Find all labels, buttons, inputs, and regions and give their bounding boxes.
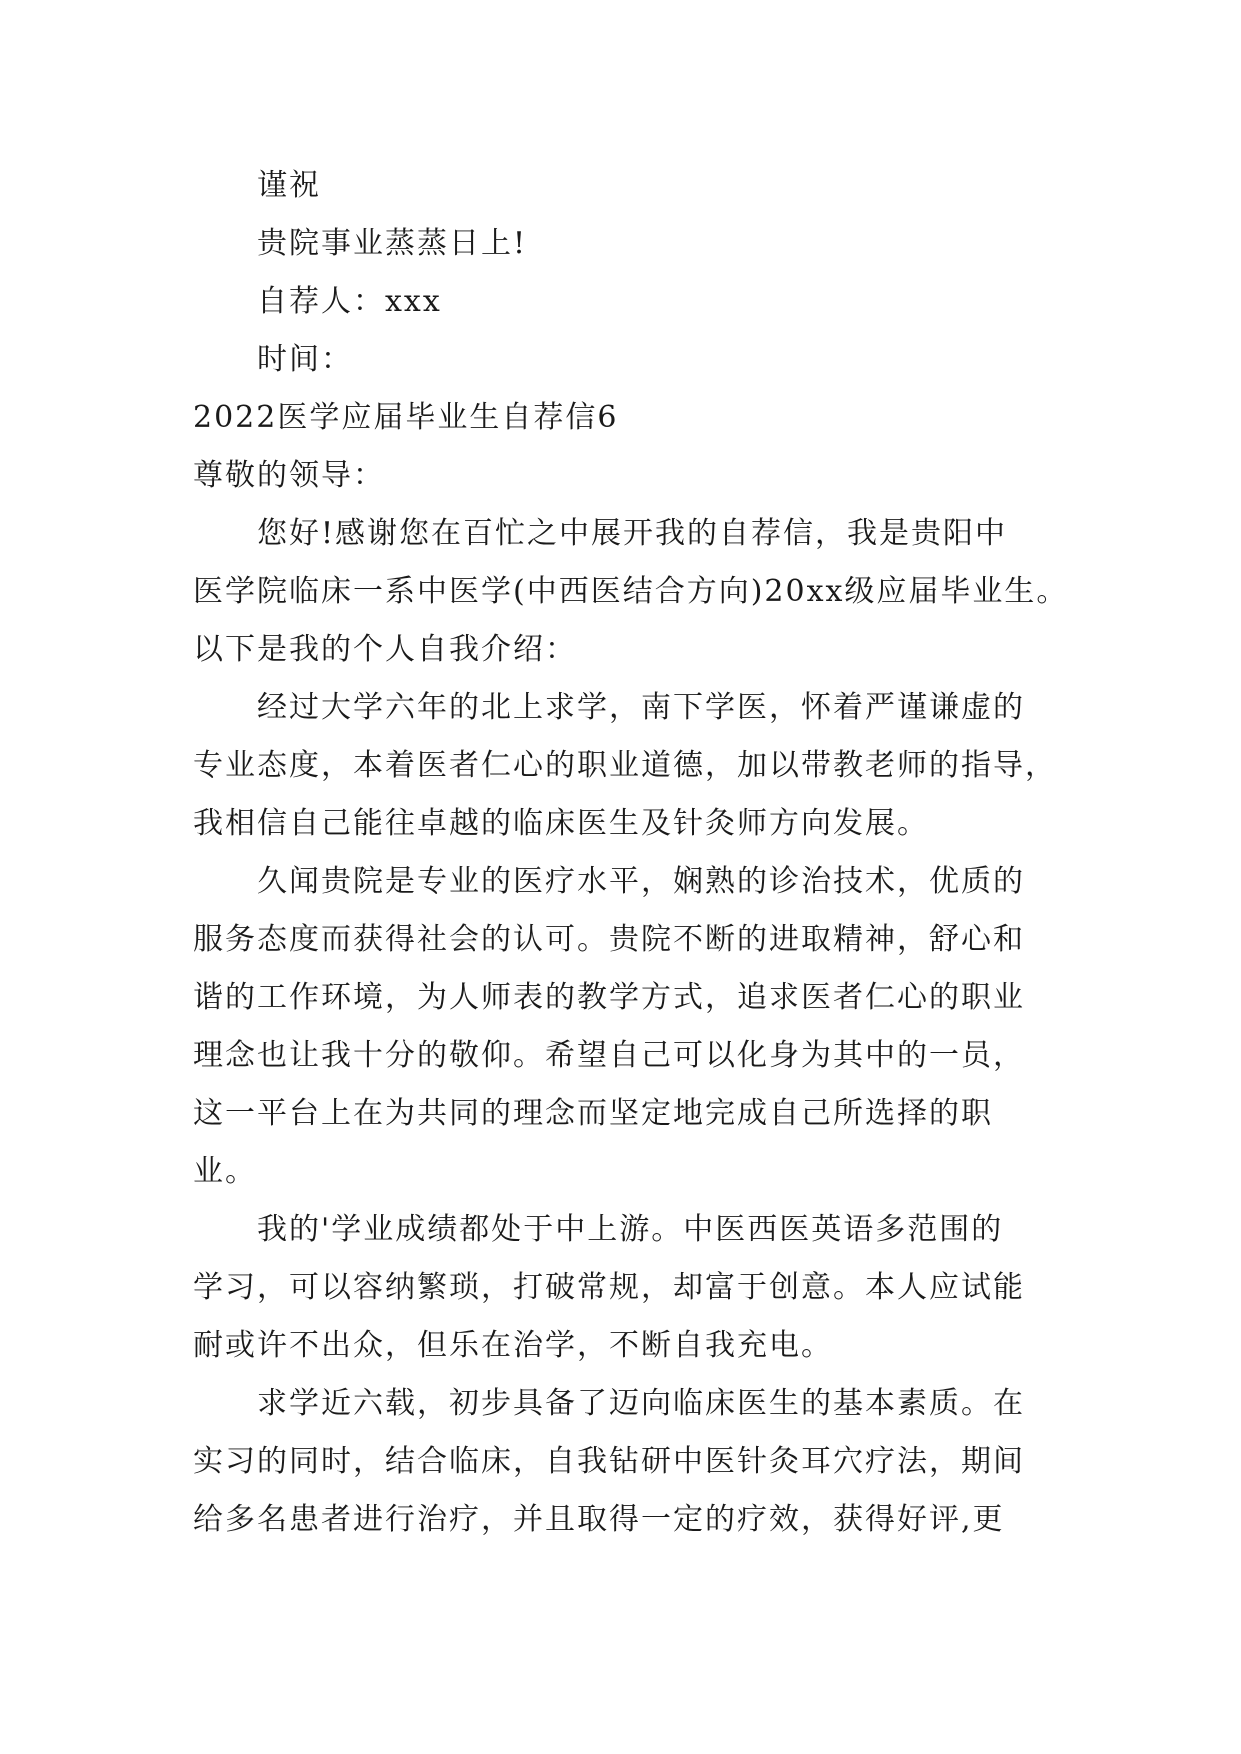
paragraph-line: 我相信自己能往卓越的临床医生及针灸师方向发展。 bbox=[193, 806, 929, 841]
paragraph-line: 谐的工作环境，为人师表的教学方式，追求医者仁心的职业 bbox=[193, 980, 1025, 1015]
paragraph-line: 耐或许不出众，但乐在治学，不断自我充电。 bbox=[193, 1328, 833, 1363]
paragraph-line: 这一平台上在为共同的理念而坚定地完成自己所选择的职 bbox=[193, 1096, 993, 1131]
paragraph-line: 业。 bbox=[193, 1154, 257, 1189]
signer-line: 自荐人：xxx bbox=[257, 284, 442, 319]
paragraph-line: 以下是我的个人自我介绍： bbox=[193, 632, 577, 667]
paragraph-line: 求学近六载，初步具备了迈向临床医生的基本素质。在 bbox=[257, 1386, 1025, 1421]
letter-greeting: 尊敬的领导： bbox=[193, 458, 385, 493]
paragraph-line: 经过大学六年的北上求学，南下学医，怀着严谨谦虚的 bbox=[257, 690, 1025, 725]
paragraph-line: 医学院临床一系中医学(中西医结合方向)20xx级应届毕业生。 bbox=[193, 574, 1069, 609]
paragraph-line: 您好!感谢您在百忙之中展开我的自荐信，我是贵阳中 bbox=[257, 516, 1008, 551]
time-line: 时间： bbox=[257, 342, 353, 377]
paragraph-line: 服务态度而获得社会的认可。贵院不断的进取精神，舒心和 bbox=[193, 922, 1025, 957]
paragraph-line: 久闻贵院是专业的医疗水平，娴熟的诊治技术，优质的 bbox=[257, 864, 1025, 899]
paragraph-line: 给多名患者进行治疗，并且取得一定的疗效，获得好评,更 bbox=[193, 1502, 1005, 1537]
closing-wish: 贵院事业蒸蒸日上! bbox=[257, 226, 528, 261]
letter-title: 2022医学应届毕业生自荐信6 bbox=[193, 400, 619, 435]
closing-salutation: 谨祝 bbox=[257, 168, 321, 203]
letter-body bbox=[193, 157, 1073, 1549]
paragraph-line: 学习，可以容纳繁琐，打破常规，却富于创意。本人应试能 bbox=[193, 1270, 1025, 1305]
paragraph-line: 专业态度，本着医者仁心的职业道德，加以带教老师的指导， bbox=[193, 748, 1057, 783]
paragraph-line: 理念也让我十分的敬仰。希望自己可以化身为其中的一员， bbox=[193, 1038, 1025, 1073]
paragraph-line: 我的'学业成绩都处于中上游。中医西医英语多范围的 bbox=[257, 1212, 1004, 1247]
paragraph-line: 实习的同时，结合临床，自我钻研中医针灸耳穴疗法，期间 bbox=[193, 1444, 1025, 1479]
